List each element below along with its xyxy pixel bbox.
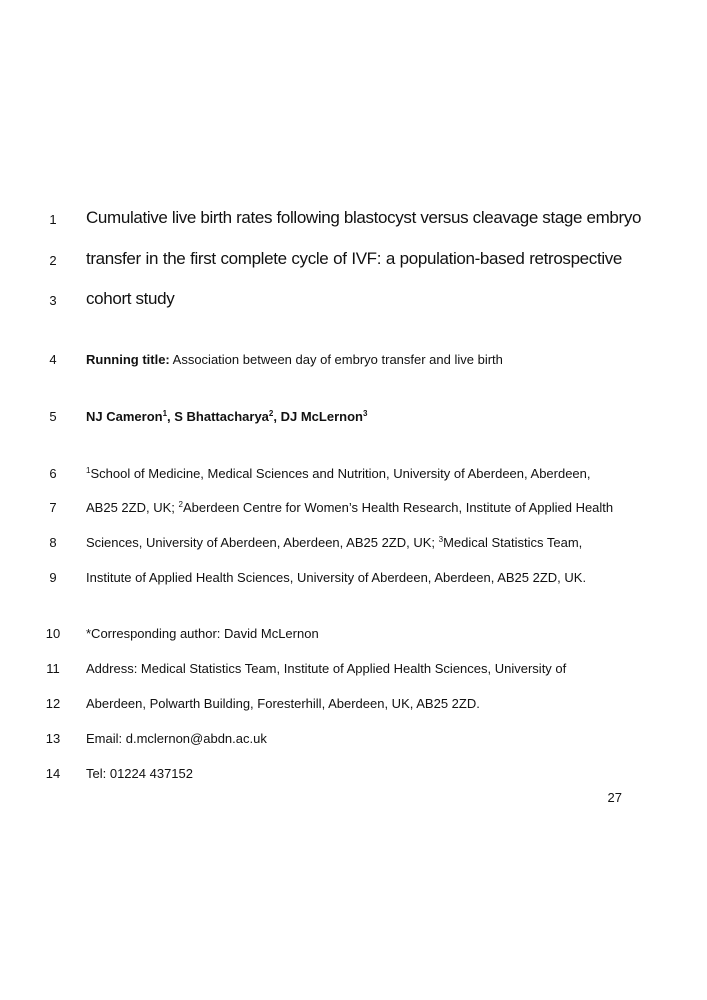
affiliation-marker: 3	[438, 535, 444, 544]
manuscript-line	[0, 660, 707, 684]
telephone-line: Tel: 01224 437152	[86, 766, 193, 781]
affiliation-segment: Medical Statistics Team,	[443, 535, 583, 550]
line-number: 14	[45, 766, 61, 781]
affiliation-marker: 1	[86, 466, 91, 475]
affiliation-text	[86, 499, 613, 517]
running-title	[86, 351, 503, 369]
affiliation-segment: Sciences, University of Aberdeen, Aberdeen, AB25 2ZD, UK;	[86, 535, 439, 550]
manuscript-line	[0, 351, 707, 375]
affiliation-marker: 2	[178, 500, 183, 509]
manuscript-line	[0, 499, 707, 523]
line-number: 1	[49, 212, 57, 227]
author-name: NJ Cameron	[86, 409, 163, 424]
address-line: Address: Medical Statistics Team, Institute of Applied Health Sciences, University of	[86, 661, 567, 676]
author-affiliation-marker: 1	[162, 409, 168, 418]
title-line-1: Cumulative live birth rates following blastocyst versus cleavage stage embryo	[86, 208, 642, 227]
affiliation-segment: School of Medicine, Medical Sciences and Nutrition, University of Aberdeen, Aberdeen,	[90, 466, 591, 481]
manuscript-line	[0, 408, 707, 432]
manuscript-line	[0, 208, 707, 232]
author-affiliation-marker: 2	[268, 409, 274, 418]
title-line-3: cohort study	[86, 289, 175, 308]
line-number: 12	[45, 696, 61, 711]
line-number: 6	[49, 466, 57, 481]
author-separator: ,	[273, 409, 281, 424]
line-number: 13	[45, 731, 61, 746]
author-list	[86, 408, 367, 426]
email-line: Email: d.mclernon@abdn.ac.uk	[86, 731, 267, 746]
title-line-2: transfer in the first complete cycle of IVF: a population-based retrospective	[86, 249, 622, 268]
affiliation-segment: Aberdeen Centre for Women’s Health Research, Institute of Applied Health	[182, 500, 614, 515]
manuscript-line	[0, 730, 707, 754]
author-name: DJ McLernon	[280, 409, 363, 424]
author-separator: ,	[167, 409, 175, 424]
manuscript-line	[0, 695, 707, 719]
line-number: 5	[49, 409, 57, 424]
line-number: 7	[49, 500, 57, 515]
manuscript-line	[0, 569, 707, 593]
affiliation-text	[86, 465, 591, 483]
line-number: 2	[49, 253, 57, 268]
affiliation-text: Institute of Applied Health Sciences, University of Aberdeen, Aberdeen, AB25 2ZD, UK.	[86, 570, 587, 585]
author-name: S Bhattacharya	[174, 409, 269, 424]
line-number: 3	[49, 293, 57, 308]
line-number: 8	[49, 535, 57, 550]
manuscript-line	[0, 625, 707, 649]
author-affiliation-marker: 3	[362, 409, 368, 418]
manuscript-line	[0, 534, 707, 558]
running-title-label: Running title:	[86, 352, 170, 367]
manuscript-line	[0, 465, 707, 489]
address-line: Aberdeen, Polwarth Building, Foresterhill, Aberdeen, UK, AB25 2ZD.	[86, 696, 480, 711]
manuscript-line	[0, 289, 707, 313]
manuscript-line	[0, 249, 707, 273]
line-number: 11	[46, 661, 60, 676]
line-number: 4	[49, 352, 57, 367]
line-number: 10	[45, 626, 61, 641]
corresponding-author: *Corresponding author: David McLernon	[86, 626, 319, 641]
affiliation-text	[86, 534, 582, 552]
manuscript-line	[0, 765, 707, 789]
affiliation-segment: AB25 2ZD, UK;	[86, 500, 179, 515]
page-number: 27	[607, 790, 622, 805]
running-title-text: Association between day of embryo transfer and live birth	[169, 352, 503, 367]
line-number: 9	[49, 570, 57, 585]
